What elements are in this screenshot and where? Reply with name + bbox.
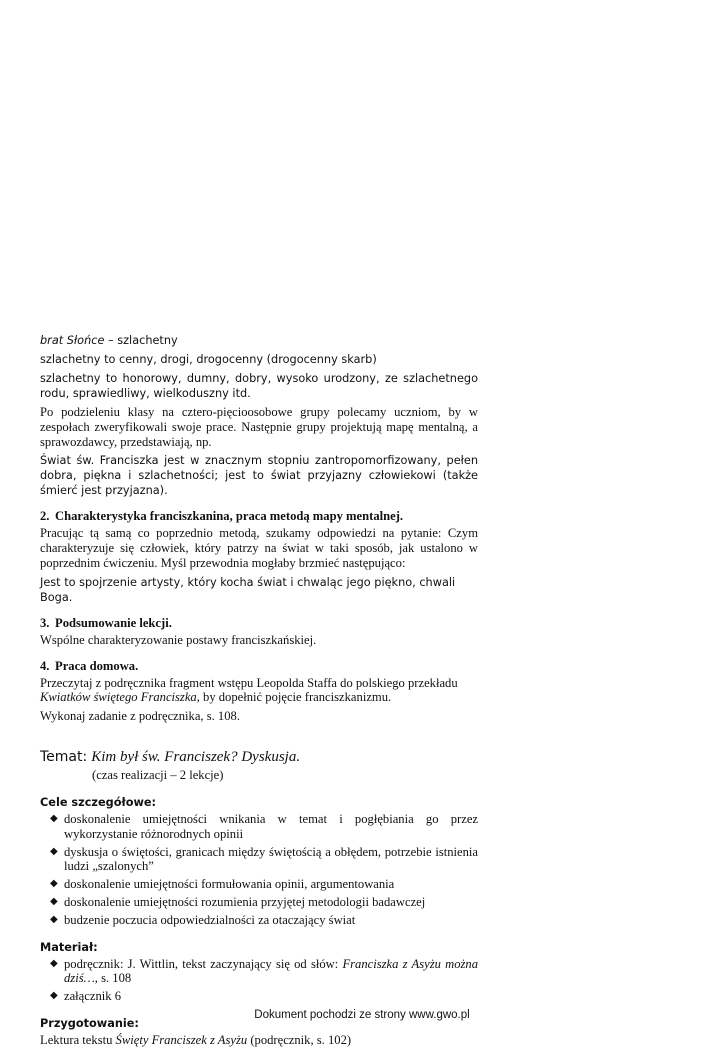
diamond-bullet-icon: ◆ [50,812,58,824]
diamond-bullet-icon: ◆ [50,895,58,907]
preparation-title: Święty Franciszek z Asyżu [115,1032,248,1047]
brat-term: brat Słońce [40,334,105,347]
material-item-1-pre: podręcznik: J. Wittlin, tekst zaczynający się od słów: [64,956,343,971]
brat-rest: – szlachetny [104,334,178,347]
preparation-text [40,1033,478,1048]
material-item-1-post: , s. 108 [94,971,132,986]
preparation-pre: Lektura tekstu [40,1032,116,1047]
goal-text: doskonalenie umiejętności wnikania w temat i pogłębiania go przez wykorzystanie różnorodnych opinii [64,811,478,841]
section-4-heading [40,659,478,674]
intro-line-3: szlachetny to honorowy, dumny, dobry, wysoko urodzony, ze szlachetnego rodu, sprawiedliwy, wielkoduszny itd. [40,372,478,400]
goal-text: doskonalenie umiejętności formułowania opinii, argumentowania [64,877,395,892]
section-2-title: Charakterystyka franciszkanina, praca metodą mapy mentalnej. [55,509,404,524]
material-item-2: załącznik 6 [64,989,121,1004]
footer-source: Dokument pochodzi ze strony www.gwo.pl [254,1009,470,1021]
goals-list [40,812,478,928]
diamond-bullet-icon: ◆ [50,957,58,969]
goals-heading: Cele szczegółowe: [40,795,157,809]
section-4-body-2: Wykonaj zadanie z podręcznika, s. 108. [40,709,240,724]
goal-text: doskonalenie umiejętności rozumienia przyjętej metodologii badawczej [64,894,426,909]
section-2-number: 2. [40,509,50,524]
material-heading: Materiał: [40,940,98,954]
intro-line-brat [40,333,478,348]
goal-text: budzenie poczucia odpowiedzialności za otaczający świat [64,912,356,927]
intro-line-2: szlachetny to cenny, drogi, drogocenny (drogocenny skarb) [40,353,377,366]
diamond-bullet-icon: ◆ [50,878,58,890]
list-item [40,845,478,875]
list-item [40,957,478,987]
list-item [40,895,478,910]
section-4-body [40,676,478,706]
diamond-bullet-icon: ◆ [50,990,58,1002]
list-item [40,913,478,928]
list-item [40,989,478,1004]
topic-label: Temat: [40,748,88,765]
material-list [40,957,478,1004]
section-2-quote: Jest to spojrzenie artysty, który kocha świat i chwaląc jego piękno, chwali Boga. [40,575,456,604]
intro-paragraph-1: Po podzieleniu klasy na cztero-pięcioosobowe grupy polecamy uczniom, by w zespołach zweryfikowali swoje prace. Następnie grupy projektują mapę mentalną, a sprawozdawcy, przedstawiają, np. [40,405,478,449]
list-item [40,812,478,842]
page-content [40,333,478,1052]
topic-line [40,748,478,766]
section-2-body: Pracując tą samą co poprzednio metodą, szukamy odpowiedzi na pytanie: Czym charakteryzuje się człowiek, który patrzy na świat w taki sposób, jak ustalono w poprzednim ćwiczeniu. Myśl przewodnia mogłaby brzmieć następująco: [40,526,478,570]
section-2-heading [40,509,478,524]
section-4-title: Praca domowa. [55,658,139,673]
material-item-1-title: Franciszka z Asyżu można dziś… [64,956,478,986]
preparation-heading: Przygotowanie: [40,1016,139,1030]
section-3-body: Wspólne charakteryzowanie postawy franciszkańskiej. [40,632,317,647]
section-4-body-pre: Przeczytaj z podręcznika fragment wstępu Leopolda Staffa do polskiego przekładu [40,675,458,690]
section-3-heading [40,616,478,631]
topic-title: Kim był św. Franciszek? Dyskusja. [91,748,301,765]
list-item [40,877,478,892]
topic-block [40,748,478,783]
diamond-bullet-icon: ◆ [50,913,58,925]
preparation-post: (podręcznik, s. 102) [247,1032,352,1047]
section-4-book-title: Kwiatków świętego Franciszka [40,690,197,705]
section-3-number: 3. [40,615,50,630]
section-4-number: 4. [40,658,50,673]
topic-subtitle: (czas realizacji – 2 lekcje) [92,767,224,782]
intro-paragraph-2: Świat św. Franciszka jest w znacznym stopniu zantropomorfizowany, pełen dobra, piękna i szlachetności; jest to świat przyjazny człowiekowi (także śmierć jest przyjazna). [40,454,478,498]
section-4-body-post: , by dopełnić pojęcie franciszkanizmu. [196,690,392,705]
diamond-bullet-icon: ◆ [50,845,58,857]
goal-text: dyskusja o świętości, granicach między świętością a obłędem, potrzebie istnienia ludzi „szalonych” [64,844,478,874]
section-3-title: Podsumowanie lekcji. [55,615,172,630]
